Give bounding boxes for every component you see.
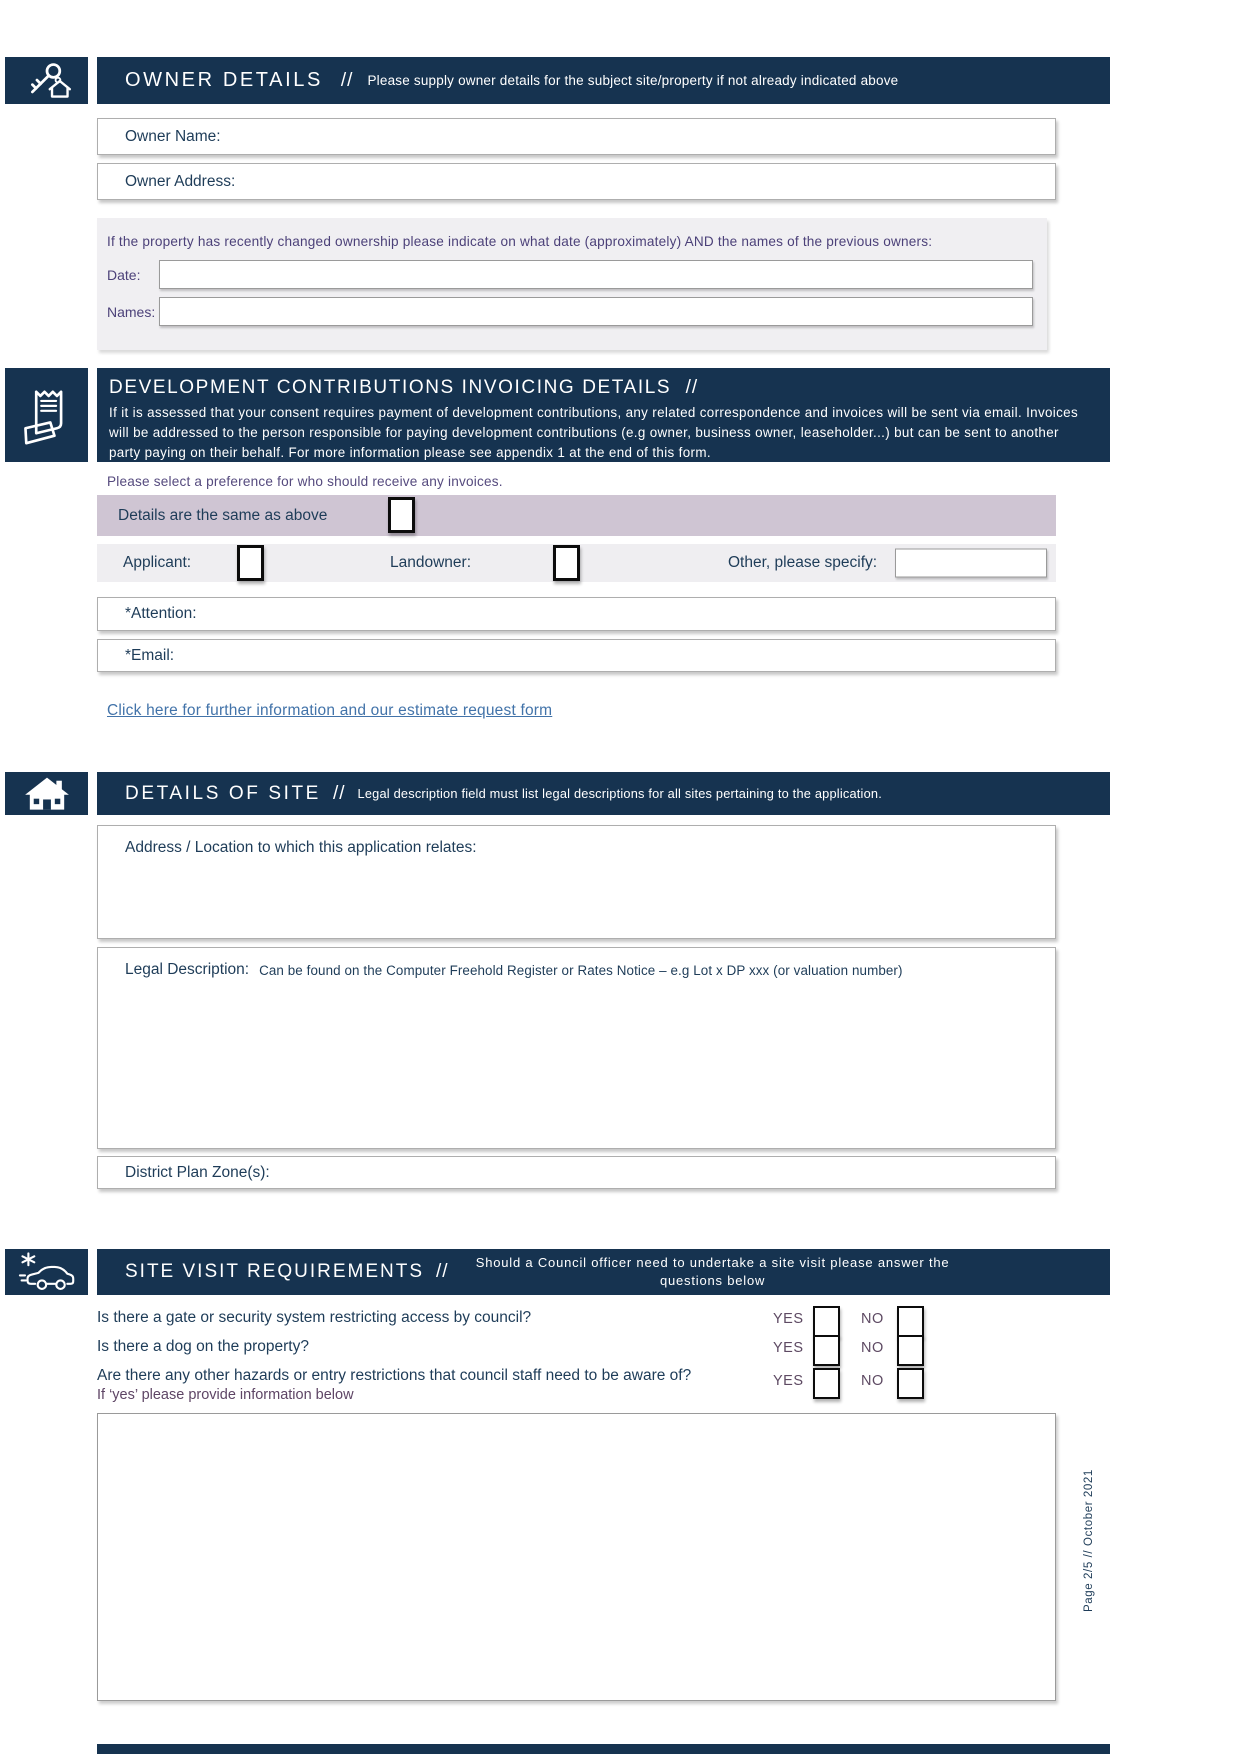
email-field[interactable] — [97, 639, 1056, 672]
question-text: Are there any other hazards or entry restrictions that council staff need to be aware of? — [97, 1367, 692, 1384]
legal-description-hint: Can be found on the Computer Freehold Register or Rates Notice – e.g Lot x DP xxx (or valuation number) — [259, 963, 903, 978]
question-row — [97, 1367, 1056, 1403]
section-title: OWNER DETAILS — [125, 69, 323, 91]
owner-name-label: Owner Name: — [125, 127, 221, 145]
legal-description-label: Legal Description: — [125, 961, 250, 978]
no-label: NO — [861, 1373, 884, 1389]
dev-contributions-description: If it is assessed that your consent requires payment of development contributions, any related correspondence and invoices will be sent via email. Invoices will be addressed to the person responsible for paying development contributions (e.g owner, business owner, leaseholder...) but can be sent to another party paying on their behalf. For more information please see appendix 1 at the end of this form. — [109, 405, 1079, 461]
date-label: Date: — [107, 266, 141, 283]
section-title: SITE VISIT REQUIREMENTS — [125, 1261, 425, 1282]
site-details-header-row — [5, 772, 1110, 815]
ownership-change-instruction: If the property has recently changed ownership please indicate on what date (approximately) AND the names of the previous owners: — [107, 234, 933, 249]
applicant-label: Applicant: — [123, 554, 192, 571]
same-as-above-label: Details are the same as above — [118, 506, 328, 524]
slashes: // — [332, 782, 346, 804]
applicant-checkbox[interactable] — [237, 545, 264, 581]
same-as-above-checkbox[interactable] — [388, 497, 415, 533]
ownership-names-row — [107, 297, 1033, 326]
yes-label: YES — [773, 1340, 804, 1356]
email-label: *Email: — [125, 646, 175, 664]
district-plan-label: District Plan Zone(s): — [125, 1163, 270, 1181]
dog-yes-checkbox[interactable] — [813, 1335, 840, 1366]
names-label: Names: — [107, 303, 156, 320]
invoice-preference-instruction: Please select a preference for who should receive any invoices. — [107, 474, 503, 489]
dog-no-checkbox[interactable] — [897, 1335, 924, 1366]
hazards-yes-checkbox[interactable] — [813, 1368, 840, 1399]
section-title: DEVELOPMENT CONTRIBUTIONS INVOICING DETAILS — [109, 377, 672, 398]
landowner-label: Landowner: — [390, 554, 472, 571]
keys-icon — [5, 57, 88, 104]
question-row — [97, 1338, 1056, 1367]
receipt-icon — [5, 368, 88, 462]
slashes: // — [340, 69, 354, 91]
invoice-recipient-row — [97, 544, 1056, 582]
landowner-checkbox[interactable] — [553, 545, 580, 581]
car-icon — [5, 1249, 88, 1295]
attention-field[interactable] — [97, 597, 1056, 631]
page-footer: Page 2/5 // October 2021 — [1083, 1469, 1095, 1612]
slashes: // — [436, 1261, 449, 1282]
owner-address-field[interactable] — [97, 163, 1056, 200]
hazard-information-input[interactable] — [97, 1413, 1056, 1701]
owner-name-field[interactable] — [97, 118, 1056, 155]
attention-label: *Attention: — [125, 605, 197, 622]
yes-label: YES — [773, 1373, 804, 1389]
site-visit-questions — [97, 1309, 1056, 1403]
other-specify-input[interactable] — [895, 549, 1047, 578]
site-details-header — [97, 772, 1110, 815]
question-text: Is there a dog on the property? — [97, 1338, 309, 1355]
dev-contributions-header — [97, 368, 1110, 462]
hazards-no-checkbox[interactable] — [897, 1368, 924, 1399]
estimate-request-link[interactable]: Click here for further information and our estimate request form — [107, 702, 553, 719]
no-label: NO — [861, 1311, 884, 1327]
gate-no-checkbox[interactable] — [897, 1306, 924, 1337]
site-address-label: Address / Location to which this application relates: — [125, 839, 477, 856]
site-visit-header — [97, 1249, 1110, 1295]
question-text: Is there a gate or security system restricting access by council? — [97, 1309, 532, 1326]
other-label: Other, please specify: — [728, 554, 878, 571]
no-label: NO — [861, 1340, 884, 1356]
legal-description-field[interactable] — [97, 947, 1056, 1149]
names-input[interactable] — [159, 297, 1033, 326]
section-subtitle: Please supply owner details for the subject site/property if not already indicated above — [367, 73, 899, 88]
district-plan-field[interactable] — [97, 1156, 1056, 1189]
owner-details-header — [97, 57, 1110, 104]
same-as-above-row — [97, 495, 1056, 536]
question-row — [97, 1309, 1056, 1338]
section-title: DETAILS OF SITE — [125, 782, 321, 804]
slashes: // — [685, 377, 699, 398]
yes-label: YES — [773, 1311, 804, 1327]
ownership-date-row — [107, 260, 1033, 289]
house-icon — [5, 772, 88, 815]
site-address-field[interactable] — [97, 825, 1056, 939]
section-subtitle: Should a Council officer need to undertake a site visit please answer the questions below — [475, 1255, 950, 1288]
date-input[interactable] — [159, 260, 1033, 289]
gate-yes-checkbox[interactable] — [813, 1306, 840, 1337]
next-section-header-sliver — [97, 1744, 1110, 1754]
site-visit-header-row — [5, 1249, 1110, 1295]
hazard-note: If ‘yes’ please provide information below — [97, 1387, 354, 1403]
owner-details-header-row — [5, 57, 1110, 104]
dev-contributions-header-row — [5, 368, 1110, 462]
ownership-change-panel — [97, 218, 1047, 350]
section-subtitle: Legal description field must list legal descriptions for all sites pertaining to the application. — [357, 786, 882, 801]
owner-address-label: Owner Address: — [125, 172, 236, 190]
